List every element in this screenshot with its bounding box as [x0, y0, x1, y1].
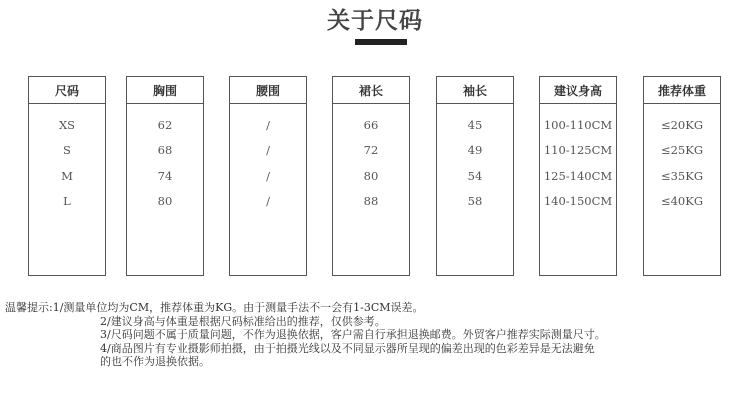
size-cell: S: [63, 143, 71, 158]
suggested-height-cell: 125-140CM: [543, 168, 613, 183]
size-cell: L: [63, 194, 71, 209]
note-line: 2/建议身高与体重是根据尺码标准给出的推荐，仅供参考。: [100, 314, 386, 328]
chest-cell: 62: [157, 117, 173, 132]
skirt-length-column: [332, 76, 410, 276]
suggested-height-column: [539, 76, 617, 276]
waist-cell: /: [266, 168, 270, 183]
suggested-height-cell: 110-125CM: [543, 143, 613, 158]
waist-cell: /: [266, 143, 270, 158]
column-header-chest: 胸围: [127, 77, 203, 104]
suggested-height-cell: 100-110CM: [543, 117, 613, 132]
chest-cell: 74: [157, 168, 173, 183]
recommended-weight-cell: ≤35KG: [660, 168, 704, 183]
skirt-length-cell: 80: [363, 168, 379, 183]
recommended-weight-cell: ≤25KG: [660, 143, 704, 158]
notes-prefix: 温馨提示:: [5, 301, 53, 314]
size-column: [28, 76, 106, 276]
skirt-length-cell: 66: [363, 117, 379, 132]
sleeve-length-cell: 49: [467, 143, 483, 158]
sleeve-length-cell: 45: [467, 117, 483, 132]
column-header-recommended-weight: 推荐体重: [644, 77, 720, 104]
waist-column: [229, 76, 307, 276]
page-title: 关于尺码: [327, 8, 423, 34]
skirt-length-cell: 88: [363, 194, 379, 209]
note-line: 的也不作为退换依据。: [100, 355, 210, 368]
column-header-skirt-length: 裙长: [333, 77, 409, 104]
waist-cell: /: [266, 117, 270, 132]
column-header-waist: 腰围: [230, 77, 306, 104]
chest-cell: 80: [157, 194, 173, 209]
note-text: 1/测量单位均为CM，推荐体重为KG。由于测量手法不一会有1-3CM误差。: [52, 301, 424, 314]
note-line: 3/尺码问题不属于质量问题，不作为退换依据，客户需自行承担退换邮费。外贸客户推荐实际测量尺寸。: [100, 328, 606, 341]
chest-column: [126, 76, 204, 276]
sleeve-length-column: [436, 76, 514, 276]
skirt-length-cell: 72: [363, 143, 379, 158]
title-underline-bar: [355, 39, 407, 45]
column-header-sleeve-length: 袖长: [437, 77, 513, 104]
note-line: [5, 301, 747, 315]
size-cell: M: [61, 168, 73, 183]
recommended-weight-cell: ≤40KG: [660, 194, 704, 209]
size-chart: [0, 76, 750, 277]
size-cell: XS: [58, 117, 76, 132]
column-header-size: 尺码: [29, 77, 105, 104]
chest-cell: 68: [157, 143, 173, 158]
sleeve-length-cell: 54: [467, 168, 483, 183]
size-notes: [5, 301, 747, 369]
suggested-height-cell: 140-150CM: [543, 194, 613, 209]
recommended-weight-cell: ≤20KG: [660, 117, 704, 132]
note-line: 4/商品图片有专业摄影师拍摄，由于拍摄光线以及不同显示器所呈现的偏差出现的色彩差异是无法避免: [100, 341, 595, 355]
recommended-weight-column: [643, 76, 721, 276]
column-header-suggested-height: 建议身高: [540, 77, 616, 104]
waist-cell: /: [266, 194, 270, 209]
sleeve-length-cell: 58: [467, 194, 483, 209]
